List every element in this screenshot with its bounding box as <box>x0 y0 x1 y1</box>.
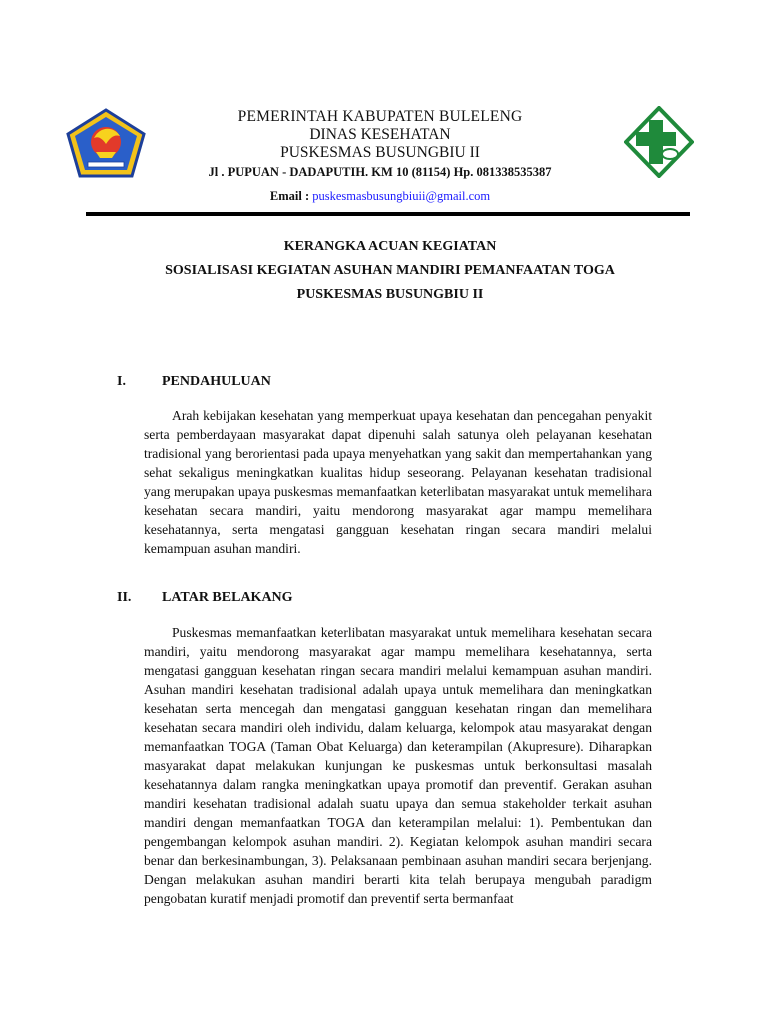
letterhead-agency: DINAS KESEHATAN <box>309 126 451 143</box>
section-heading-pendahuluan <box>117 374 271 390</box>
title-line-3: PUSKESMAS BUSUNGBIU II <box>296 287 484 302</box>
section-heading-latar-belakang <box>117 590 293 606</box>
letterhead-divider <box>86 212 690 216</box>
letterhead-government: PEMERINTAH KABUPATEN BULELENG <box>237 108 523 125</box>
letterhead-address: Jl . PUPUAN - DADAPUTIH. KM 10 (81154) Hp. 081338535387 <box>208 165 552 179</box>
buleleng-emblem-logo <box>66 108 146 178</box>
section-body-latar-belakang: Puskesmas memanfaatkan keterlibatan masyarakat untuk memelihara kesehatan secara mandiri, yaitu mendorong masyarakat agar mampu memelihara kesehatannya, serta mengatasi gangguan kesehatan ringan secara mandiri melalui kemampuan asuhan mandiri. Asuhan mandiri kesehatan tradisional adalah upaya untuk memelihara dan meningkatkan kesehatan serta mencegah dan mengatasi gangguan kesehatan ringan dan memelihara kesehatan secara mandiri oleh individu, dalam keluarga, kelompok atau masyarakat dengan memanfaatkan TOGA (Taman Obat Keluarga) dan keterampilan (Akupresure). Diharapkan masyarakat dapat melakukan kunjungan ke puskesmas untuk berkonsultasi masalah kesehatannya dalam rangka meningkatkan upaya promotif dan preventif. Gerakan asuhan mandiri kesehatan tradisional adalah suatu upaya dan semua stakeholder terkait asuhan mandiri dengan memanfaatkan TOGA dan keterampilan melalui: 1). Pembentukan dan pengembangan kelompok asuhan mandiri. 2). Kegiatan kelompok asuhan mandiri secara benar dan berkesinambungan, 3). Pelaksanaan pembinaan asuhan mandiri secara berjenjang. Dengan melakukan asuhan mandiri berarti kita telah berupaya mengubah paradigm pengobatan kuratif menjadi promotif dan preventif serta bermanfaat <box>144 625 652 906</box>
section-body-pendahuluan: Arah kebijakan kesehatan yang memperkuat upaya kesehatan dan pencegahan penyakit serta pemberdayaan masyarakat dapat dipenuhi salah satunya oleh pelayanan kesehatan tradisional yang berorientasi pada upaya menyehatkan yang sakit dan mempertahankan yang sehat sekaligus meningkatkan kualitas hidup seseorang. Pelayanan kesehatan tradisional yang merupakan upaya puskesmas memanfaatkan keterlibatan masyarakat untuk memelihara kesehatan secara mandiri, yaitu mendorong masyarakat agar mampu memelihara kesehatannya, serta mengatasi gangguan kesehatan ringan secara mandiri melalui kemampuan asuhan mandiri. <box>144 408 652 556</box>
letterhead-puskesmas: PUSKESMAS BUSUNGBIU II <box>280 144 480 161</box>
title-line-1: KERANGKA ACUAN KEGIATAN <box>283 239 497 254</box>
section-title: LATAR BELAKANG <box>162 590 293 605</box>
letterhead <box>150 108 610 205</box>
email-label: Email : <box>269 189 313 203</box>
document-title <box>90 235 690 307</box>
puskesmas-cross-logo <box>624 106 694 178</box>
email-link[interactable]: puskesmasbusungbiuii@gmail.com <box>312 189 491 203</box>
section-number: I. <box>117 374 126 389</box>
title-line-2: SOSIALISASI KEGIATAN ASUHAN MANDIRI PEMANFAATAN TOGA <box>165 263 615 278</box>
section-number: II. <box>117 590 132 605</box>
section-title: PENDAHULUAN <box>162 374 271 389</box>
letterhead-email-line <box>150 187 610 205</box>
